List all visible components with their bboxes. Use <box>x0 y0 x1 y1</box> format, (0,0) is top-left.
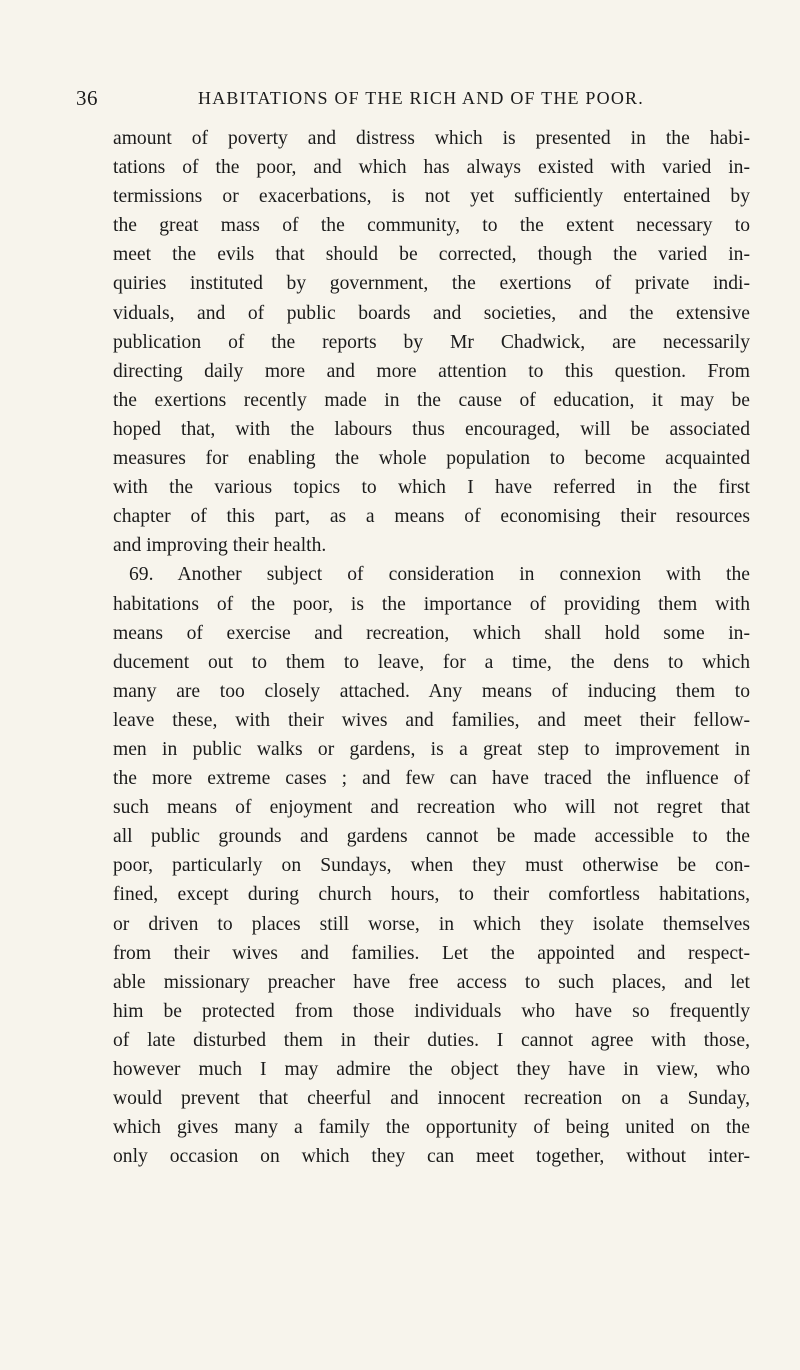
text-line: fined, except during church hours, to their comfortless habitations, <box>113 884 750 906</box>
text-line: meet the evils that should be corrected, though the varied in- <box>113 244 750 266</box>
text-line: able missionary preacher have free access to such places, and let <box>113 971 750 993</box>
text-line: hoped that, with the labours thus encouraged, will be associated <box>113 418 750 440</box>
text-line: him be protected from those individuals who have so frequently <box>113 1000 750 1022</box>
text-line: however much I may admire the object they have in view, who <box>113 1059 750 1080</box>
text-line: or driven to places still worse, in which they isolate themselves <box>113 913 750 935</box>
text-line: leave these, with their wives and families, and meet their fellow- <box>113 709 750 731</box>
text-line: from their wives and families. Let the appointed and respect- <box>113 942 750 964</box>
text-line: viduals, and of public boards and societies, and the extensive <box>113 302 750 324</box>
paragraph-end-line: and improving their health. <box>113 535 327 557</box>
text-line: many are too closely attached. Any means of inducing them to <box>113 680 750 702</box>
text-line: men in public walks or gardens, is a great step to improvement in <box>113 738 750 760</box>
text-line: measures for enabling the whole population to become acquainted <box>113 448 750 470</box>
page-number: 36 <box>76 86 98 110</box>
text-line: quiries instituted by government, the exertions of private indi- <box>113 273 750 295</box>
running-title: HABITATIONS OF THE RICH AND OF THE POOR. <box>198 88 644 108</box>
text-line: directing daily more and more attention to this question. From <box>113 360 750 382</box>
text-line: publication of the reports by Mr Chadwick, are necessarily <box>113 331 750 353</box>
text-line: amount of poverty and distress which is presented in the habi- <box>113 128 750 149</box>
text-line: the great mass of the community, to the extent necessary to <box>113 215 750 237</box>
text-line: the exertions recently made in the cause of education, it may be <box>113 389 750 411</box>
body-text <box>113 124 750 1171</box>
text-line: means of exercise and recreation, which shall hold some in- <box>113 622 750 644</box>
text-line: chapter of this part, as a means of economising their resources <box>113 506 750 528</box>
text-line: which gives many a family the opportunity of being united on the <box>113 1117 750 1139</box>
text-line: poor, particularly on Sundays, when they must otherwise be con- <box>113 855 750 877</box>
text-line: would prevent that cheerful and innocent recreation on a Sunday, <box>113 1088 750 1110</box>
text-line: ducement out to them to leave, for a time, the dens to which <box>113 651 750 673</box>
text-line: of late disturbed them in their duties. I cannot agree with those, <box>113 1029 750 1051</box>
text-line: only occasion on which they can meet together, without inter- <box>113 1146 750 1168</box>
text-line: the more extreme cases ; and few can have traced the influence of <box>113 768 750 790</box>
text-line: such means of enjoyment and recreation who will not regret that <box>113 797 750 819</box>
paragraph-start-line: 69. Another subject of consideration in connexion with the <box>129 564 750 586</box>
text-line: tations of the poor, and which has always existed with varied in- <box>113 157 750 179</box>
text-line: with the various topics to which I have referred in the first <box>113 477 750 499</box>
running-header <box>76 86 736 118</box>
text-line: all public grounds and gardens cannot be made accessible to the <box>113 826 750 848</box>
text-line: habitations of the poor, is the importance of providing them with <box>113 593 750 615</box>
text-line: termissions or exacerbations, is not yet sufficiently entertained by <box>113 186 750 208</box>
